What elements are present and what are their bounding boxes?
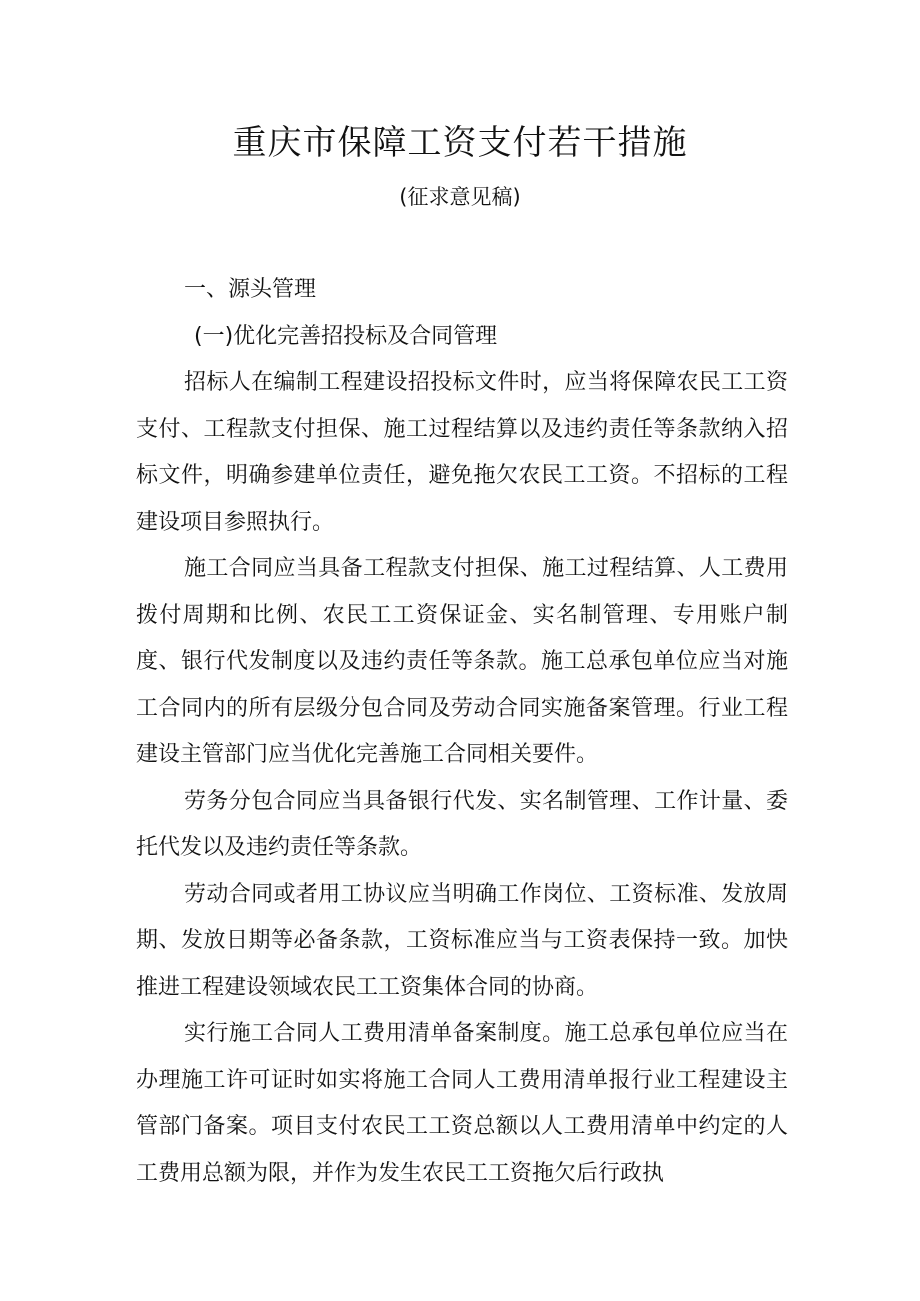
- document-body: [136, 267, 788, 1197]
- paragraph: 劳动合同或者用工协议应当明确工作岗位、工资标准、发放周期、发放日期等必备条款，工资标准应当与工资表保持一致。加快推进工程建设领域农民工工资集体合同的协商。: [136, 881, 788, 1000]
- document-title: 重庆市保障工资支付若干措施: [232, 123, 688, 163]
- paragraph: 实行施工合同人工费用清单备案制度。施工总承包单位应当在办理施工许可证时如实将施工合同人工费用清单报行业工程建设主管部门备案。项目支付农民工工资总额以人工费用清单中约定的人工费用总额为限，并作为发生农民工工资拖欠后行政执: [136, 1021, 788, 1186]
- paragraph: 劳务分包合同应当具备银行代发、实名制管理、工作计量、委托代发以及违约责任等条款。: [136, 788, 788, 860]
- section-heading: 一、源头管理: [184, 277, 317, 302]
- subsection-heading: (一)优化完善招投标及合同管理: [194, 323, 498, 349]
- paragraph: 施工合同应当具备工程款支付担保、施工过程结算、人工费用拨付周期和比例、农民工工资保证金、实名制管理、专用账户制度、银行代发制度以及违约责任等条款。施工总承包单位应当对施工合同内的所有层级分包合同及劳动合同实施备案管理。行业工程建设主管部门应当优化完善施工合同相关要件。: [136, 556, 788, 767]
- document-subtitle: (征求意见稿): [399, 185, 521, 209]
- paragraph: 招标人在编制工程建设招投标文件时，应当将保障农民工工资支付、工程款支付担保、施工过程结算以及违约责任等条款纳入招标文件，明确参建单位责任，避免拖欠农民工工资。不招标的工程建设项目参照执行。: [136, 370, 788, 535]
